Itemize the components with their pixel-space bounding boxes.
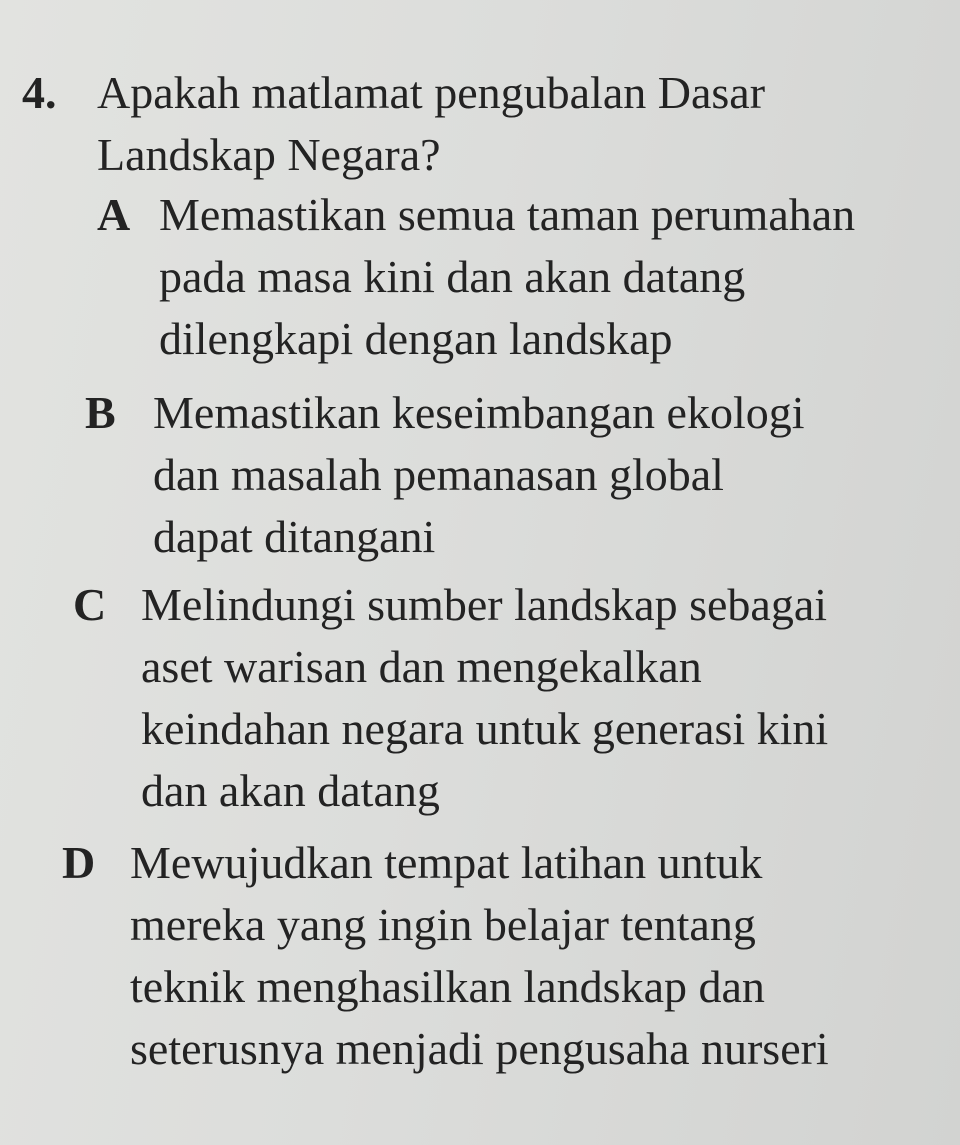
question-stem-line: Apakah matlamat pengubalan Dasar (97, 67, 766, 118)
option-letter: C (73, 579, 107, 630)
question-stem-line: Landskap Negara? (97, 129, 441, 180)
option-text (153, 382, 805, 568)
option-line: dilengkapi dengan landskap (159, 313, 673, 364)
option-letter: D (62, 837, 96, 888)
option-line: mereka yang ingin belajar tentang (130, 899, 756, 950)
question-number: 4. (22, 67, 57, 118)
option-letter: A (97, 189, 131, 240)
question-stem (97, 62, 937, 186)
option-line: teknik menghasilkan landskap dan (130, 961, 765, 1012)
option-text (130, 832, 829, 1080)
option-line: seterusnya menjadi pengusaha nurseri (130, 1023, 829, 1074)
option-line: pada masa kini dan akan datang (159, 251, 746, 302)
option-line: Melindungi sumber landskap sebagai (141, 579, 828, 630)
option-line: Mewujudkan tempat latihan untuk (130, 837, 763, 888)
option-letter: B (85, 387, 116, 438)
option-text (159, 184, 855, 370)
option-line: aset warisan dan mengekalkan (141, 641, 702, 692)
option-line: Memastikan keseimbangan ekologi (153, 387, 805, 438)
option-line: keindahan negara untuk generasi kini (141, 703, 829, 754)
option-line: Memastikan semua taman perumahan (159, 189, 856, 240)
option-line: dapat ditangani (153, 511, 436, 562)
option-line: dan akan datang (141, 765, 440, 816)
option-text (141, 574, 828, 822)
option-line: dan masalah pemanasan global (153, 449, 724, 500)
